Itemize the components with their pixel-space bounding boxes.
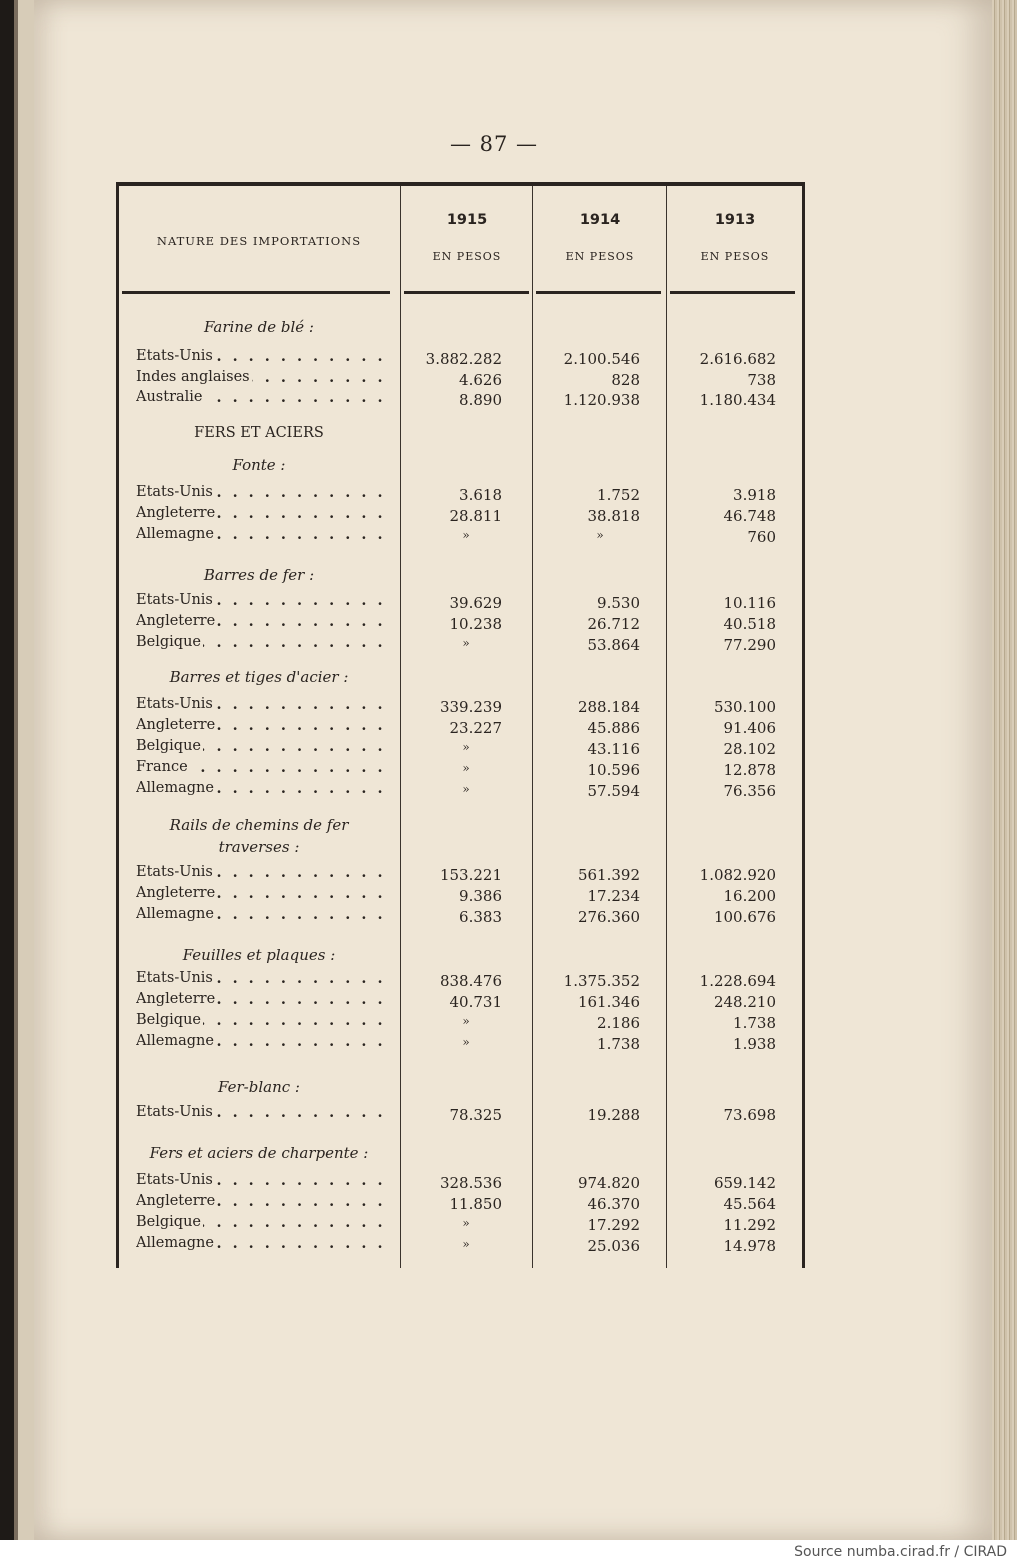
row-label xyxy=(136,613,388,629)
row-label xyxy=(136,526,388,542)
document-page xyxy=(34,0,992,1540)
table-cell-value: 53.864 xyxy=(587,636,640,654)
country-name: Etats-Unis xyxy=(136,970,213,986)
table-cell-value: » xyxy=(596,528,604,542)
table-cell-value: 1.228.694 xyxy=(699,972,776,990)
row-label xyxy=(136,1235,388,1251)
table-cell-value: 1.180.434 xyxy=(699,391,776,409)
table-cell-value: 1.738 xyxy=(733,1014,776,1032)
table-cell-value: 45.886 xyxy=(587,719,640,737)
table-cell-value: 76.356 xyxy=(723,782,776,800)
country-name: Angleterre xyxy=(136,505,216,521)
table-cell-value: 974.820 xyxy=(577,1174,640,1192)
row-label xyxy=(136,1104,388,1120)
table-cell-value: 10.596 xyxy=(587,761,640,779)
table-cell-value: 2.186 xyxy=(597,1014,640,1032)
row-label xyxy=(136,484,388,500)
table-cell-value: 17.234 xyxy=(587,887,640,905)
table-cell-value: 838.476 xyxy=(439,972,502,990)
table-cell-value: 78.325 xyxy=(449,1106,502,1124)
country-name: Angleterre xyxy=(136,991,216,1007)
country-name: Etats-Unis xyxy=(136,348,213,364)
table-cell-value: 9.386 xyxy=(459,887,502,905)
table-cell-value: » xyxy=(462,1237,470,1251)
table-cell-value: 46.370 xyxy=(587,1195,640,1213)
row-label xyxy=(136,906,388,922)
table-cell-value: 100.676 xyxy=(713,908,776,926)
table-cell-value: 760 xyxy=(747,528,776,546)
table-cell-value: 28.811 xyxy=(449,507,502,525)
table-cell-value: 45.564 xyxy=(723,1195,776,1213)
country-name: Belgique xyxy=(136,738,201,754)
section-title: Fonte : xyxy=(232,456,286,474)
header-rule xyxy=(122,291,390,294)
column-divider xyxy=(666,186,667,1268)
source-credit: Source numba.cirad.fr / CIRAD xyxy=(794,1544,1007,1560)
country-name: Belgique xyxy=(136,1214,201,1230)
table-cell-value: 12.878 xyxy=(723,761,776,779)
row-label xyxy=(136,1172,388,1188)
table-cell-value: 9.530 xyxy=(597,594,640,612)
table-right-border xyxy=(802,182,805,1268)
row-label xyxy=(136,505,388,521)
row-label xyxy=(136,1012,388,1028)
column-unit: EN PESOS xyxy=(432,250,502,263)
table-cell-value: 25.036 xyxy=(587,1237,640,1255)
table-cell-value: 3.918 xyxy=(733,486,776,504)
row-label xyxy=(136,369,388,385)
table-cell-value: 10.116 xyxy=(723,594,776,612)
row-label xyxy=(136,634,388,650)
table-cell-value: 828 xyxy=(611,371,640,389)
table-cell-value: 46.748 xyxy=(723,507,776,525)
country-name: Allemagne xyxy=(136,1033,214,1049)
table-cell-value: » xyxy=(462,740,470,754)
table-cell-value: » xyxy=(462,1216,470,1230)
row-label xyxy=(136,696,388,712)
table-cell-value: 328.536 xyxy=(439,1174,502,1192)
table-cell-value: 40.731 xyxy=(449,993,502,1011)
table-cell-value: 2.616.682 xyxy=(699,350,776,368)
table-cell-value: » xyxy=(462,761,470,775)
table-cell-value: 11.850 xyxy=(449,1195,502,1213)
table-top-rule xyxy=(116,182,805,186)
column-year-1914: 1914 xyxy=(579,212,621,228)
imports-table xyxy=(116,182,805,1268)
row-label xyxy=(136,717,388,733)
table-cell-value: » xyxy=(462,782,470,796)
country-name: Indes anglaises xyxy=(136,369,250,385)
column-year-1915: 1915 xyxy=(446,212,488,228)
table-cell-value: 1.738 xyxy=(597,1035,640,1053)
book-binding-edge xyxy=(0,0,34,1540)
table-cell-value: 19.288 xyxy=(587,1106,640,1124)
table-cell-value: 161.346 xyxy=(577,993,640,1011)
column-unit: EN PESOS xyxy=(700,250,770,263)
column-divider xyxy=(400,186,401,1268)
country-name: Angleterre xyxy=(136,717,216,733)
country-name: France xyxy=(136,759,188,775)
section-title: Barres de fer : xyxy=(203,566,315,584)
table-cell-value: 4.626 xyxy=(459,371,502,389)
row-label xyxy=(136,885,388,901)
country-name: Allemagne xyxy=(136,1235,214,1251)
country-name: Australie xyxy=(136,389,203,405)
row-label xyxy=(136,592,388,608)
table-cell-value: 659.142 xyxy=(713,1174,776,1192)
table-cell-value: 3.882.282 xyxy=(425,350,502,368)
table-cell-value: 28.102 xyxy=(723,740,776,758)
table-cell-value: 91.406 xyxy=(723,719,776,737)
table-cell-value: 1.082.920 xyxy=(699,866,776,884)
table-cell-value: 153.221 xyxy=(439,866,502,884)
country-name: Allemagne xyxy=(136,780,214,796)
country-name: Allemagne xyxy=(136,906,214,922)
country-name: Allemagne xyxy=(136,526,214,542)
table-cell-value: 1.938 xyxy=(733,1035,776,1053)
table-cell-value: 73.698 xyxy=(723,1106,776,1124)
table-cell-value: 1.752 xyxy=(597,486,640,504)
section-title: Barres et tiges d'acier : xyxy=(169,668,349,686)
table-cell-value: 40.518 xyxy=(723,615,776,633)
row-label xyxy=(136,864,388,880)
country-name: Etats-Unis xyxy=(136,592,213,608)
row-label xyxy=(136,1214,388,1230)
table-cell-value: 288.184 xyxy=(577,698,640,716)
country-name: Etats-Unis xyxy=(136,864,213,880)
header-nature-des-importations: NATURE DES IMPORTATIONS xyxy=(156,234,362,248)
country-name: Angleterre xyxy=(136,613,216,629)
table-cell-value: 3.618 xyxy=(459,486,502,504)
country-name: Angleterre xyxy=(136,885,216,901)
table-cell-value: 26.712 xyxy=(587,615,640,633)
table-cell-value: 2.100.546 xyxy=(563,350,640,368)
header-rule xyxy=(536,291,661,294)
country-name: Etats-Unis xyxy=(136,1104,213,1120)
table-cell-value: » xyxy=(462,636,470,650)
page-number: — 87 — xyxy=(449,132,539,156)
column-year-1913: 1913 xyxy=(714,212,756,228)
country-name: Belgique xyxy=(136,634,201,650)
section-title: Feuilles et plaques : xyxy=(182,946,336,964)
table-cell-value: 77.290 xyxy=(723,636,776,654)
table-cell-value: 339.239 xyxy=(439,698,502,716)
table-cell-value: 561.392 xyxy=(577,866,640,884)
country-name: Etats-Unis xyxy=(136,484,213,500)
table-cell-value: » xyxy=(462,1035,470,1049)
section-title: Fers et aciers de charpente : xyxy=(149,1144,369,1162)
country-name: Belgique xyxy=(136,1012,201,1028)
row-label xyxy=(136,1193,388,1209)
row-label xyxy=(136,348,388,364)
header-rule xyxy=(670,291,795,294)
row-label xyxy=(136,970,388,986)
header-rule xyxy=(404,291,529,294)
table-cell-value: 11.292 xyxy=(723,1216,776,1234)
row-label xyxy=(136,759,388,775)
table-cell-value: » xyxy=(462,528,470,542)
country-name: Angleterre xyxy=(136,1193,216,1209)
table-cell-value: 248.210 xyxy=(713,993,776,1011)
section-title: Rails de chemins de fer traverses : xyxy=(169,816,349,856)
table-cell-value: 1.375.352 xyxy=(563,972,640,990)
section-title: FERS ET ACIERS xyxy=(194,425,324,441)
section-title: Fer-blanc : xyxy=(218,1078,300,1096)
table-cell-value: 17.292 xyxy=(587,1216,640,1234)
table-cell-value: 8.890 xyxy=(459,391,502,409)
country-name: Etats-Unis xyxy=(136,1172,213,1188)
table-cell-value: 1.120.938 xyxy=(563,391,640,409)
table-cell-value: 6.383 xyxy=(459,908,502,926)
table-cell-value: 38.818 xyxy=(587,507,640,525)
table-cell-value: 39.629 xyxy=(449,594,502,612)
row-label xyxy=(136,389,388,405)
page-stack-edges xyxy=(992,0,1017,1548)
row-label xyxy=(136,1033,388,1049)
table-cell-value: 530.100 xyxy=(713,698,776,716)
column-divider xyxy=(532,186,533,1268)
column-unit: EN PESOS xyxy=(565,250,635,263)
table-cell-value: 14.978 xyxy=(723,1237,776,1255)
row-label xyxy=(136,991,388,1007)
table-cell-value: 57.594 xyxy=(587,782,640,800)
table-cell-value: 276.360 xyxy=(577,908,640,926)
table-cell-value: 43.116 xyxy=(587,740,640,758)
table-cell-value: 10.238 xyxy=(449,615,502,633)
country-name: Etats-Unis xyxy=(136,696,213,712)
section-title: Farine de blé : xyxy=(204,318,314,336)
table-left-border xyxy=(116,182,119,1268)
table-cell-value: 16.200 xyxy=(723,887,776,905)
row-label xyxy=(136,738,388,754)
row-label xyxy=(136,780,388,796)
table-cell-value: 738 xyxy=(747,371,776,389)
table-cell-value: 23.227 xyxy=(449,719,502,737)
table-cell-value: » xyxy=(462,1014,470,1028)
